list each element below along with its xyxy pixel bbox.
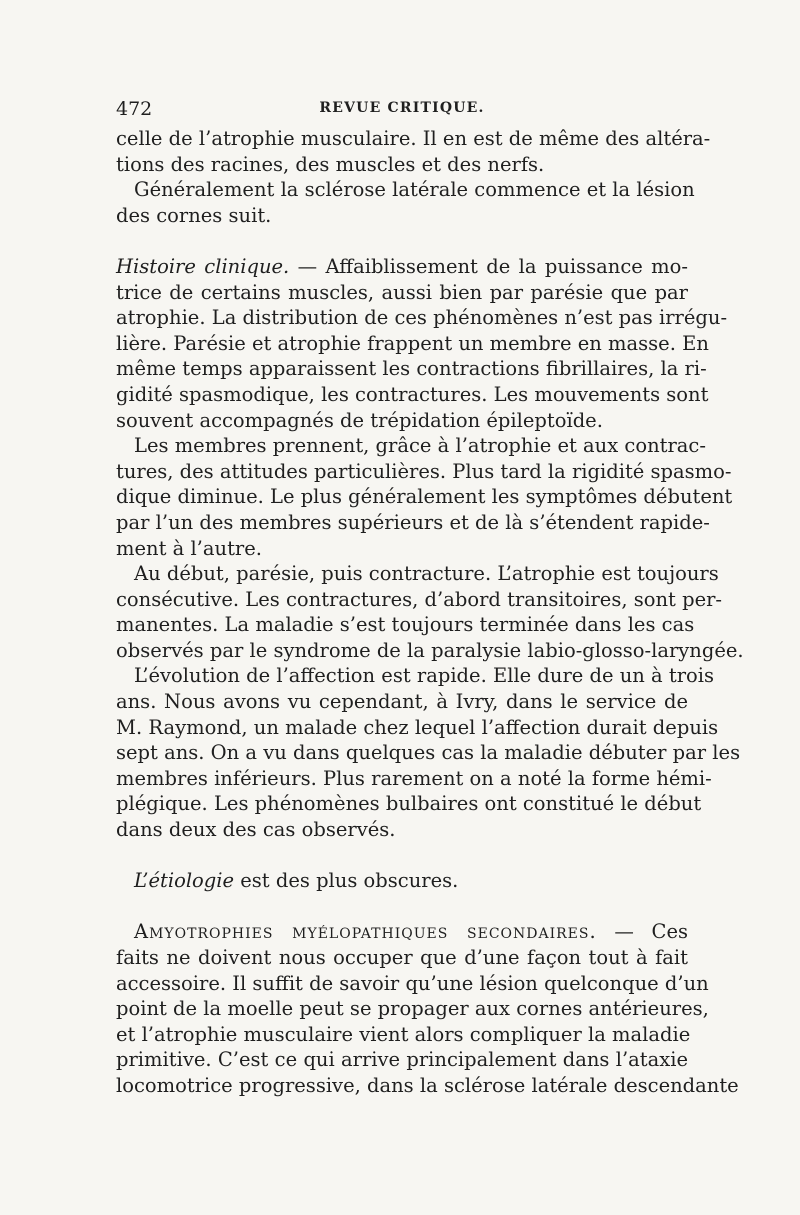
text-line: observés par le syndrome de la paralysie labio-glosso-laryngée. — [116, 638, 744, 662]
text-line: M. Raymond, un malade chez lequel l’affection durait depuis — [116, 715, 719, 739]
text-line: Au début, parésie, puis contracture. L’atrophie est toujours — [134, 562, 719, 586]
text-line: locomotrice progressive, dans la sclérose latérale descendante — [116, 1073, 739, 1097]
text-line: sept ans. On a vu dans quelques cas la maladie débuter par les — [116, 741, 741, 765]
text-line: tures, des attitudes particulières. Plus tard la rigidité spasmo- — [116, 459, 732, 483]
text-line: faits ne doivent nous occuper que d’une façon tout à fait — [116, 946, 688, 969]
text-line: primitive. C’est ce qui arrive principalement dans l’ataxie — [116, 1048, 688, 1072]
section-lead: L’étiologie — [134, 869, 235, 893]
text-line: plégique. Les phénomènes bulbaires ont constitué le début — [116, 792, 702, 816]
page-body — [116, 126, 744, 1099]
page-number: 472 — [116, 98, 153, 120]
text-line: L’étiologie est des plus obscures. — [134, 869, 459, 893]
text-line: souvent accompagnés de trépidation épileptoïde. — [116, 408, 603, 432]
text-line: par l’un des membres supérieurs et de là s’étendent rapide- — [116, 510, 710, 534]
text-line: trice de certains muscles, aussi bien par parésie que par — [116, 280, 688, 304]
text-line: lière. Parésie et atrophie frappent un membre en masse. En — [116, 331, 709, 355]
section-heading: Amyotrophies myélopathiques secondaires. — [134, 920, 597, 944]
text-line: point de la moelle peut se propager aux cornes antérieures, — [116, 997, 709, 1021]
running-title: REVUE CRITIQUE. — [319, 100, 485, 116]
page-header — [116, 98, 688, 122]
paragraph-gap — [116, 843, 688, 869]
paragraph-gap — [116, 894, 688, 920]
text-line: Les membres prennent, grâce à l’atrophie et aux contrac- — [134, 434, 706, 458]
text-line: ans. Nous avons vu cependant, à Ivry, dans le service de — [116, 690, 688, 714]
text-line: Histoire clinique. — Affaiblissement de la puissance mo- — [116, 254, 688, 278]
text-line: tions des racines, des muscles et des nerfs. — [116, 152, 545, 176]
text-line: Amyotrophies myélopathiques secondaires. — Ces — [134, 920, 688, 944]
text-line: Généralement la sclérose latérale commence et la lésion — [134, 178, 695, 202]
text-line: accessoire. Il suffit de savoir qu’une lésion quelconque d’un — [116, 971, 709, 995]
text-line: des cornes suit. — [116, 203, 272, 227]
text-line: L’évolution de l’affection est rapide. Elle dure de un à trois — [134, 664, 715, 688]
text-line: dique diminue. Le plus généralement les symptômes débutent — [116, 485, 733, 509]
section-lead: Histoire clinique. — [116, 254, 290, 278]
text-line: gidité spasmodique, les contractures. Les mouvements sont — [116, 382, 709, 406]
paragraph-gap — [116, 228, 688, 254]
text-line: consécutive. Les contractures, d’abord transitoires, sont per- — [116, 587, 723, 611]
text-line: ment à l’autre. — [116, 536, 262, 560]
text-line: celle de l’atrophie musculaire. Il en est de même des altéra- — [116, 127, 711, 150]
text-line: dans deux des cas observés. — [116, 818, 396, 842]
text-line: manentes. La maladie s’est toujours terminée dans les cas — [116, 613, 695, 637]
text-line: et l’atrophie musculaire vient alors compliquer la maladie — [116, 1022, 691, 1046]
text-line: membres inférieurs. Plus rarement on a noté la forme hémi- — [116, 766, 712, 790]
text-line: atrophie. La distribution de ces phénomènes n’est pas irrégu- — [116, 306, 728, 330]
text-line: même temps apparaissent les contractions fibrillaires, la ri- — [116, 357, 707, 381]
